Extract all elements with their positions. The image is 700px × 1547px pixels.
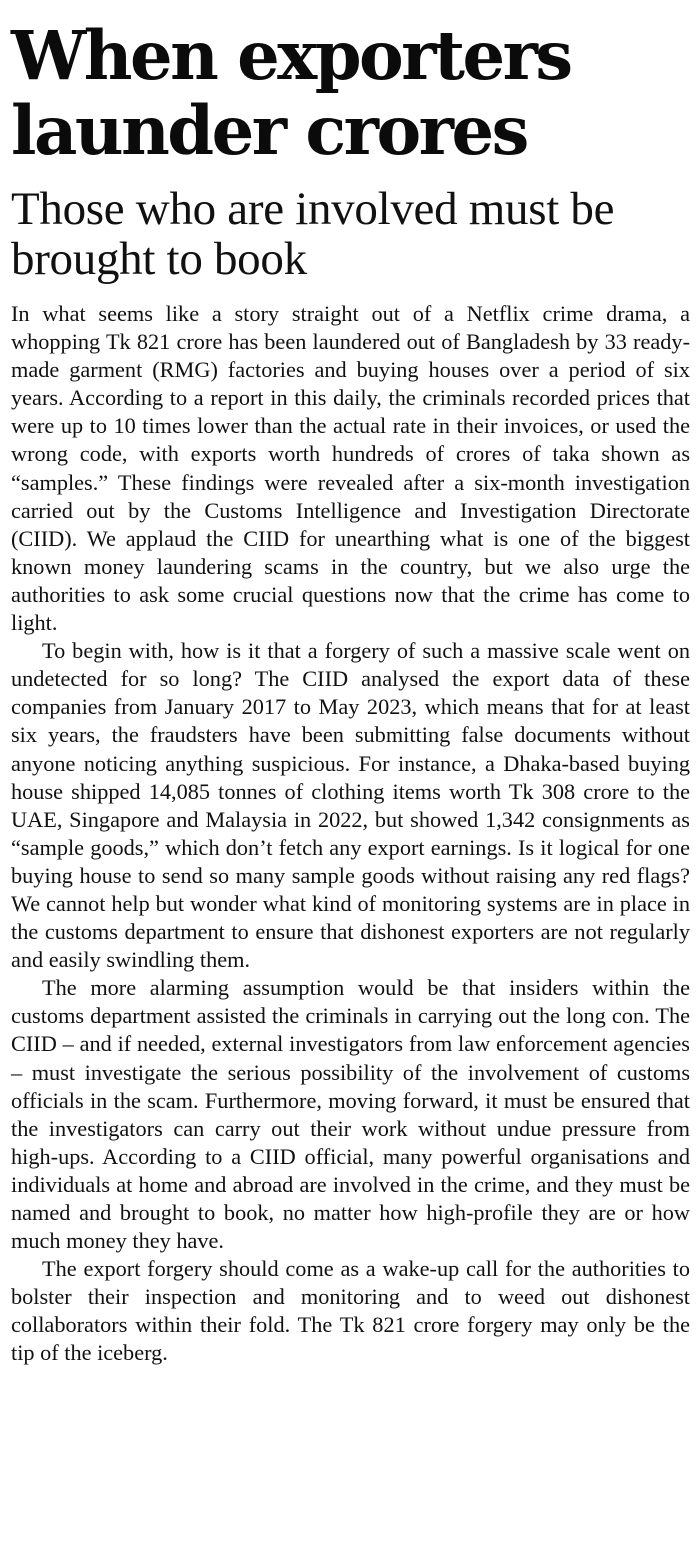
subheadline: Those who are involved must be brought to book [11, 183, 615, 285]
paragraph-2: To begin with, how is it that a forgery of such a massive scale went on undetected for so long? The CIID analysed the export data of these companies from January 2017 to May 2023, which means that for at least six years, the fraudsters have been submitting false documents without anyone noticing anything suspicious. For instance, a Dhaka-based buying house shipped 14,085 tonnes of clothing items worth Tk 308 crore to the UAE, Singapore and Malaysia in 2022, but showed 1,342 consignments as “sample goods,” which don’t fetch any export earnings. Is it logical for one buying house to send so many sample goods without raising any red flags? We cannot help but wonder what kind of monitoring systems are in place in the customs department to ensure that dishonest exporters are not regularly and easily swindling them. [11, 638, 690, 973]
headline: When exporters launder crores [11, 16, 571, 170]
paragraph-3: The more alarming assumption would be that insiders within the customs department assisted the criminals in carrying out the long con. The CIID – and if needed, external investigators from law enforcement agencies – must investigate the serious possibility of the involvement of customs officials in the scam. Furthermore, moving forward, it must be ensured that the investigators can carry out their work without undue pressure from high-ups. According to a CIID official, many powerful organisations and individuals at home and abroad are involved in the crime, and they must be named and brought to book, no matter how high-profile they are or how much money they have. [11, 975, 690, 1254]
article-body [11, 300, 690, 1368]
paragraph-4: The export forgery should come as a wake-up call for the authorities to bolster their inspection and monitoring and to weed out dishonest collaborators within their fold. The Tk 821 crore forgery may only be the tip of the iceberg. [11, 1256, 690, 1366]
paragraph-1: In what seems like a story straight out of a Netflix crime drama, a whopping Tk 821 crore has been laundered out of Bangladesh by 33 ready-made garment (RMG) factories and buying houses over a period of six years. According to a report in this daily, the criminals recorded prices that were up to 10 times lower than the actual rate in their invoices, or used the wrong code, with exports worth hundreds of crores of taka shown as “samples.” These findings were revealed after a six-month investigation carried out by the Customs Intelligence and Investigation Directorate (CIID). We applaud the CIID for unearthing what is one of the biggest known money laundering scams in the country, but we also urge the authorities to ask some crucial questions now that the crime has come to light. [11, 301, 690, 636]
